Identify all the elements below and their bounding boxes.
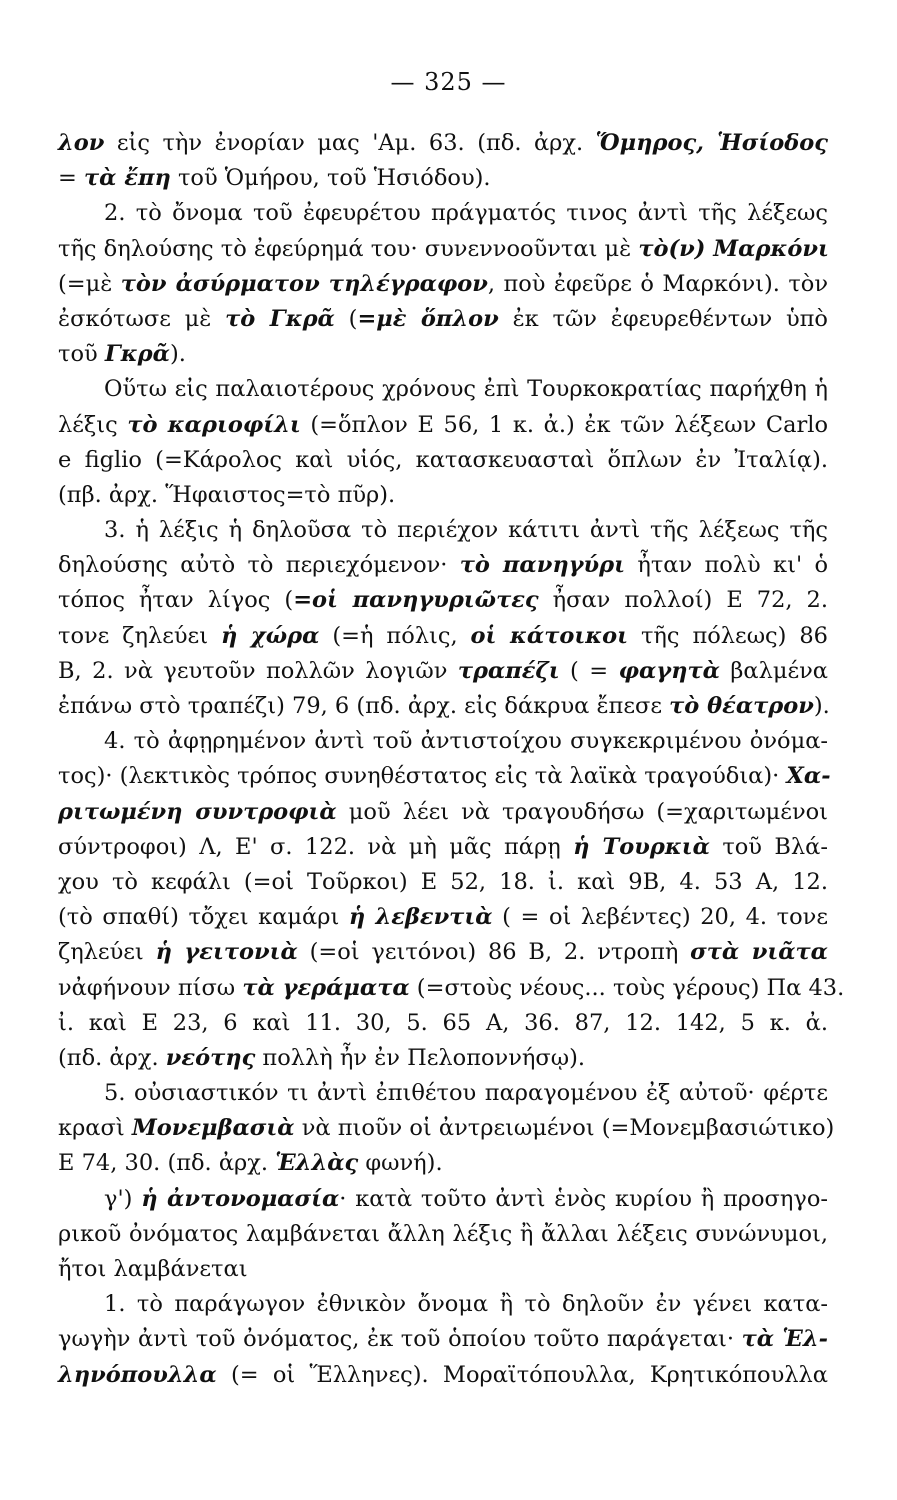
text-line: Ε 74, 30. (πδ. ἀρχ. Ἑλλὰς φωνή). — [58, 1150, 443, 1177]
text-line: λον εἰς τὴν ἐνορίαν μας 'Αμ. 63. (πδ. ἀρχ. Ὅμηρος, Ἡσίοδος — [58, 130, 828, 156]
text-line: γ') ἡ ἀντονομασία· κατὰ τοῦτο ἀντὶ ἑνὸς κυρίου ἢ προσηγο- — [104, 1185, 828, 1212]
text-line: 3. ἡ λέξις ἡ δηλοῦσα τὸ περιέχον κάτιτι ἀντὶ τῆς λέξεως τῆς — [104, 517, 828, 544]
text-line: τοῦ Γκρᾶ). — [58, 341, 186, 368]
text-line: γωγὴν ἀντὶ τοῦ ὀνόματος, ἐκ τοῦ ὁποίου τοῦτο παράγεται· τὰ Ἑλ- — [58, 1326, 828, 1353]
text-line: = τὰ ἔπη τοῦ Ὁμήρου, τοῦ Ἡσιόδου). — [58, 165, 491, 192]
text-line: ζηλεύει ἡ γειτονιὰ (=οἱ γειτόνοι) 86 Β, 2. ντροπὴ στὰ νιᾶτα — [58, 939, 828, 966]
text-line: σύντροφοι) Λ, Ε' σ. 122. νὰ μὴ μᾶς πάρῃ ἡ Τουρκιὰ τοῦ Βλά- — [58, 833, 828, 860]
text-line: 5. οὐσιαστικόν τι ἀντὶ ἐπιθέτου παραγομένου ἐξ αὐτοῦ· φέρτε — [104, 1080, 828, 1107]
text-line: ἐπάνω στὸ τραπέζι) 79, 6 (πδ. ἀρχ. εἰς δάκρυα ἔπεσε τὸ θέατρον). — [58, 693, 830, 719]
text-line: 1. τὸ παράγωγον ἐθνικὸν ὄνομα ἢ τὸ δηλοῦν ἐν γένει κατα- — [104, 1291, 828, 1318]
body-text — [58, 126, 845, 1393]
text-line: ριτωμένη συντροφιὰ μοῦ λέει νὰ τραγουδήσω (=χαριτωμένοι — [58, 798, 828, 825]
text-line: χου τὸ κεφάλι (=οἱ Τοῦρκοι) Ε 52, 18. ἰ. καὶ 9Β, 4. 53 Α, 12. — [58, 868, 828, 895]
text-line: τῆς δηλούσης τὸ ἐφεύρημά του· συνεννοοῦνται μὲ τὸ(ν) Μαρκόνι — [58, 235, 829, 262]
text-line: δηλούσης αὐτὸ τὸ περιεχόμενον· τὸ πανηγύρι ἦταν πολὺ κι' ὁ — [58, 552, 828, 579]
text-line: τος)· (λεκτικὸς τρόπος συνηθέστατος εἰς τὰ λαϊκὰ τραγούδια)· Χα- — [58, 763, 831, 790]
text-line: (πβ. ἀρχ. Ἥφαιστος=τὸ πῦρ). — [58, 481, 396, 508]
text-line: ληνόπουλλα (= οἱ Ἕλληνες). Μοραϊτόπουλλα, Κρητικόπουλλα — [58, 1361, 828, 1388]
text-line: ἤτοι λαμβάνεται — [58, 1256, 248, 1282]
text-line: νἀφήνουν πίσω τὰ γεράματα (=στοὺς νέους... τοὺς γέρους) Πα 43. — [58, 974, 845, 1001]
text-line: Οὕτω εἰς παλαιοτέρους χρόνους ἐπὶ Τουρκοκρατίας παρήχθη ἡ — [104, 376, 828, 403]
text-line: λέξις τὸ καριοφίλι (=ὅπλον Ε 56, 1 κ. ἀ.) ἐκ τῶν λέξεων Carlo — [58, 411, 828, 438]
text-line: ἐσκότωσε μὲ τὸ Γκρᾶ (=μὲ ὅπλον ἐκ τῶν ἐφευρεθέντων ὑπὸ — [58, 305, 828, 332]
text-line: Β, 2. νὰ γευτοῦν πολλῶν λογιῶν τραπέζι ( = φαγητὰ βαλμένα — [58, 657, 828, 684]
text-line: τονε ζηλεύει ἡ χώρα (=ἡ πόλις, οἱ κάτοικοι τῆς πόλεως) 86 — [58, 622, 828, 649]
page-number: — 325 — — [390, 68, 507, 96]
text-line: τόπος ἦταν λίγος (=οἱ πανηγυριῶτες ἦσαν πολλοί) Ε 72, 2. — [58, 587, 828, 614]
text-line: ρικοῦ ὀνόματος λαμβάνεται ἄλλη λέξις ἢ ἄλλαι λέξεις συνώνυμοι, — [58, 1220, 828, 1247]
text-line: 4. τὸ ἀφῃρημένον ἀντὶ τοῦ ἀντιστοίχου συγκεκριμένου ὀνόμα- — [104, 728, 828, 755]
text-line: κρασὶ Μονεμβασιὰ νὰ πιοῦν οἱ ἀντρειωμένοι (=Μονεμβασιώτικο) — [58, 1115, 835, 1142]
text-line: ἰ. καὶ Ε 23, 6 καὶ 11. 30, 5. 65 Α, 36. 87, 12. 142, 5 κ. ἀ. — [58, 1009, 828, 1036]
text-line: e figlio (=Κάρολος καὶ υἱός, κατασκευασταὶ ὅπλων ἐν Ἰταλίᾳ). — [58, 446, 828, 473]
text-line: 2. τὸ ὄνομα τοῦ ἐφευρέτου πράγματός τινος ἀντὶ τῆς λέξεως — [104, 200, 828, 227]
text-line: (πδ. ἀρχ. νεότης πολλὴ ἦν ἐν Πελοποννήσῳ). — [58, 1044, 586, 1071]
text-line: (τὸ σπαθί) τὄχει καμάρι ἡ λεβεντιὰ ( = οἱ λεβέντες) 20, 4. τονε — [58, 904, 828, 931]
text-line: (=μὲ τὸν ἀσύρματον τηλέγραφον, ποὺ ἐφεῦρε ὁ Μαρκόνι). τὸν — [58, 270, 828, 297]
